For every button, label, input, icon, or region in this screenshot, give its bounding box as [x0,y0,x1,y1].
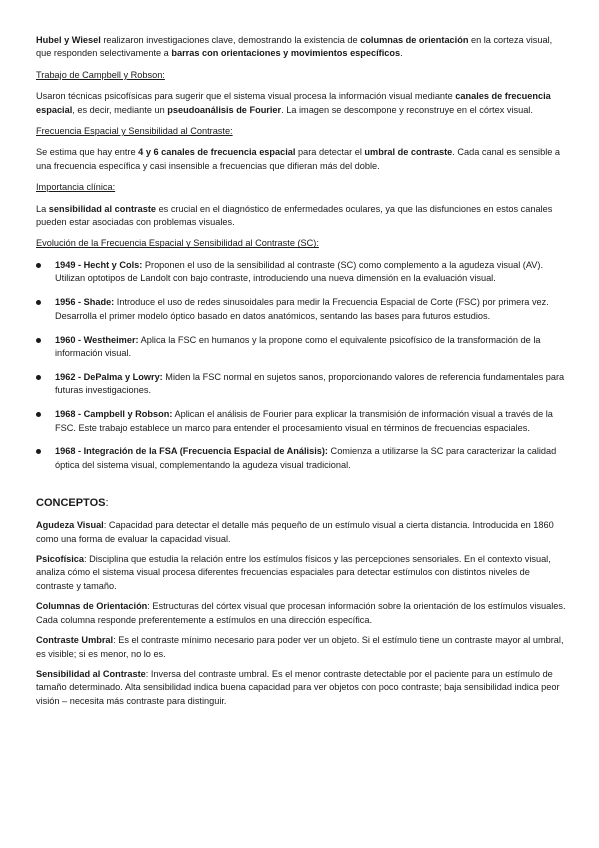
intro-bold-2: columnas de orientación [360,35,469,45]
document-page [36,34,566,715]
concept-term: Psicofísica [36,554,85,565]
evolucion-item-title: 1960 - Westheimer: [55,334,139,345]
concept-definition: : Inversa del contraste umbral. Es el menor contraste detectable por el paciente para un estímulo de tamaño determinado. Alta sensibilidad indica buena capacidad para ver objetos con poco contraste; baja sensibilidad indica peor visión – necesita más contraste para distinguir. [36,668,560,706]
concept-item [36,519,566,546]
importancia-text-1: La [36,203,49,214]
frecuencia-bold-2: umbral de contraste [364,147,453,158]
intro-bold-1: Hubel y Wiesel [36,35,101,45]
intro-bold-3: barras con orientaciones y movimientos específicos [171,48,401,59]
conceptos-title-text: CONCEPTOS [36,497,106,510]
conceptos-title-colon: : [105,497,109,510]
bullet-icon [36,338,41,343]
bullet-icon [36,300,41,305]
bullet-icon [36,449,41,454]
importancia-bold-1: sensibilidad al contraste [48,203,157,214]
campbell-paragraph [36,90,566,117]
concept-term: Agudeza Visual [36,520,104,531]
evolucion-heading: Evolución de la Frecuencia Espacial y Sensibilidad al Contraste (SC): [36,238,319,249]
frecuencia-bold-1: 4 y 6 canales de frecuencia espacial [138,147,296,158]
evolucion-item [36,334,566,361]
campbell-text-2: , es decir, mediante un [72,104,168,115]
frecuencia-paragraph [36,146,566,173]
concept-term: Columnas de Orientación [36,601,148,612]
concept-term: Sensibilidad al Contraste [36,668,146,679]
frecuencia-text-1: Se estima que hay entre [36,147,139,158]
importancia-heading: Importancia clínica: [36,182,116,193]
evolucion-item [36,259,566,286]
concept-item [36,634,566,661]
campbell-text-3: . La imagen se descompone y reconstruye en el córtex visual. [281,104,533,115]
evolucion-item-text: Comienza a utilizarse la SC para caracterizar la calidad óptica del sistema visual, complementando la agudeza visual tradicional. [55,446,557,470]
concept-item [36,668,566,708]
evolucion-item-text: Aplican el análisis de Fourier para explicar la transmisión de información visual a través de la FSC. Este trabajo establece un marco para entender el procesamiento visual en términos de frecuencias espaciales. [55,409,553,433]
concept-item [36,553,566,593]
evolucion-item-title: 1968 - Integración de la FSA (Frecuencia Espacial de Análisis): [55,446,328,457]
evolucion-item-title: 1962 - DePalma y Lowry: [55,371,163,382]
evolucion-item-text: Miden la FSC normal en sujetos sanos, proporcionando valores de referencia fundamentales para futuras investigaciones. [55,371,565,396]
evolucion-item-title: 1968 - Campbell y Robson: [55,409,173,420]
evolucion-item-text: Aplica la FSC en humanos y la propone como el equivalente psicofísico de la transformación de la información visual. [55,334,541,358]
concept-definition: : Disciplina que estudia la relación entre los estímulos físicos y las percepciones sensoriales. En el contexto visual, analiza cómo el sistema visual procesa diferentes frecuencias espaciales para detectar estímulos con distintos niveles de contraste y tamaño. [36,554,551,591]
concept-definition: : Es el contraste mínimo necesario para poder ver un objeto. Si el estímulo tiene un contraste mayor al umbral, es visible; si es menor, no lo es. [36,635,564,659]
importancia-text-2: es crucial en el diagnóstico de enfermedades oculares, ya que las disfunciones en estos canales pueden estar asociadas con problemas visuales. [36,203,553,228]
evolucion-item [36,296,566,323]
concept-definition: : Estructuras del córtex visual que procesan información sobre la orientación de los estímulos visuales. Cada columna responde preferentemente a estímulos en una dirección específica. [36,601,566,625]
intro-text-2: en la corteza visual, que responden selectivamente a [36,35,553,59]
campbell-heading: Trabajo de Campbell y Robson: [36,69,165,80]
evolucion-item [36,408,566,435]
intro-text-3: . [400,48,403,59]
bullet-icon [36,412,41,417]
bullet-icon [36,263,41,268]
bullet-icon [36,375,41,380]
evolucion-item-title: 1956 - Shade: [55,297,115,308]
frecuencia-text-3: . Cada canal es sensible a una frecuencia específica y casi insensible a frecuencias que difieran más del doble. [36,147,561,171]
intro-paragraph [36,34,566,61]
conceptos-title [36,496,566,510]
frecuencia-text-2: para detectar el [295,147,365,158]
intro-text-1: realizaron investigaciones clave, demostrando la existencia de [100,35,361,45]
evolucion-item-text: Proponen el uso de la sensibilidad al contraste (SC) como complemento a la agudeza visual (AV). Utilizan optotipos de Landolt con bajo contraste, introduciendo una nueva dimensión en la evaluación visual. [55,259,544,284]
evolucion-item [36,371,566,398]
campbell-bold-2: pseudoanálisis de Fourier [167,104,282,115]
frecuencia-heading: Frecuencia Espacial y Sensibilidad al Contraste: [36,126,233,137]
evolucion-list [36,259,566,472]
campbell-text-1: Usaron técnicas psicofísicas para sugerir que el sistema visual procesa la información visual mediante [36,91,456,102]
concept-term: Contraste Umbral [36,635,114,646]
importancia-paragraph [36,203,566,230]
evolucion-item [36,445,566,472]
concept-item [36,600,566,627]
concept-definition: : Capacidad para detectar el detalle más pequeño de un estímulo visual a cierta distancia. Introducida en 1860 como una forma de evaluar la capacidad visual. [36,520,554,544]
campbell-bold-1: canales de frecuencia espacial [36,91,551,115]
evolucion-item-text: Introduce el uso de redes sinusoidales para medir la Frecuencia Espacial de Corte (FSC) por primera vez. Desarrolla el primer modelo óptico basado en datos anatómicos, sentando las bases para futuros estudios. [55,297,549,321]
evolucion-item-title: 1949 - Hecht y Cols: [55,259,143,270]
